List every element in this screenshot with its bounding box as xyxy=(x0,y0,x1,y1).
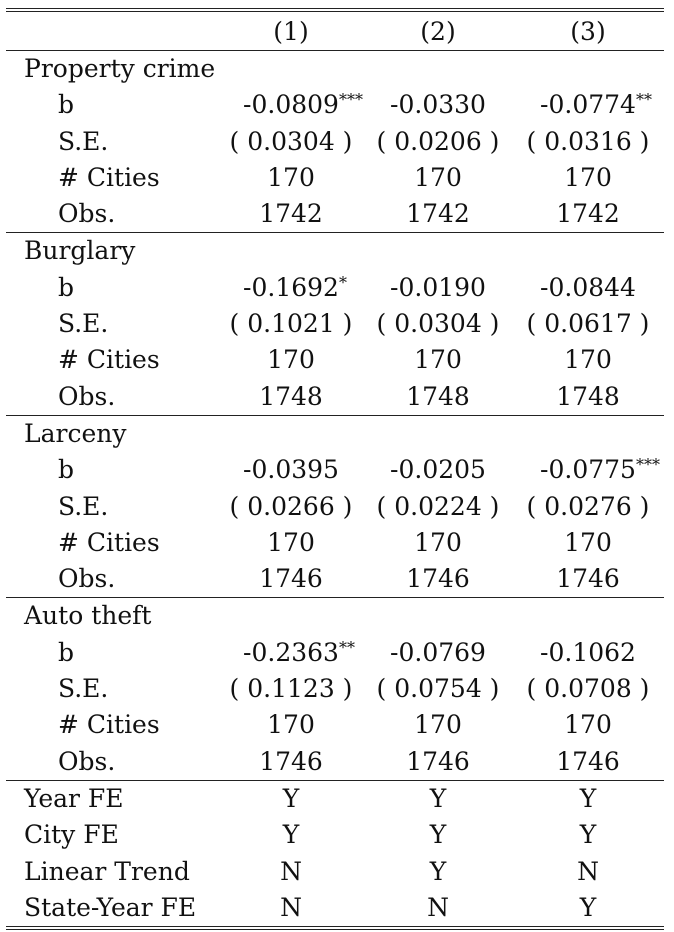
observations-cell: 1748 xyxy=(406,381,470,411)
fixed-effects-footer xyxy=(6,781,664,926)
coefficient-row xyxy=(6,87,664,123)
cities-count-cell: 170 xyxy=(267,345,315,375)
coefficient-cell xyxy=(508,635,668,671)
standard-error-cell: ( 0.1021 ) xyxy=(229,309,353,339)
standard-error-cell: ( 0.0304 ) xyxy=(229,126,353,156)
panel-title: Burglary xyxy=(24,236,136,266)
column-header-1: (1) xyxy=(273,17,309,46)
column-header-row xyxy=(6,12,664,50)
coefficient-value: -0.0395 xyxy=(243,455,339,485)
fixed-effect-cell: Y xyxy=(579,820,597,850)
standard-error-cell: ( 0.0754 ) xyxy=(376,674,500,704)
cities-count-cell: 170 xyxy=(267,162,315,192)
fixed-effect-label: Year FE xyxy=(24,783,124,813)
cities-count-cell: 170 xyxy=(564,710,612,740)
observations-cell: 1746 xyxy=(259,564,323,594)
significance-stars: ** xyxy=(635,90,652,110)
row-label-obs: Obs. xyxy=(58,746,116,776)
standard-error-cell: ( 0.0617 ) xyxy=(526,309,650,339)
panel-2 xyxy=(6,233,664,414)
panel-title-row xyxy=(6,598,664,634)
observations-row xyxy=(6,561,664,597)
standard-error-cell: ( 0.0224 ) xyxy=(376,491,500,521)
standard-error-cell: ( 0.0276 ) xyxy=(526,491,650,521)
coefficient-value: -0.0809 xyxy=(243,90,339,120)
row-label-se: S.E. xyxy=(58,126,109,156)
panel-1 xyxy=(6,51,664,232)
coefficient-value: -0.0330 xyxy=(390,90,486,120)
significance-stars: ** xyxy=(338,637,355,657)
cities-count-cell: 170 xyxy=(564,527,612,557)
significance-stars: * xyxy=(338,272,347,292)
fixed-effect-row xyxy=(6,890,664,926)
coefficient-cell xyxy=(508,270,668,306)
cities-count-cell: 170 xyxy=(414,527,462,557)
row-label-b: b xyxy=(58,455,75,485)
cities-count-row xyxy=(6,707,664,743)
coefficient-wrap xyxy=(243,452,339,488)
observations-cell: 1746 xyxy=(406,564,470,594)
observations-cell: 1742 xyxy=(406,199,470,229)
standard-error-row xyxy=(6,489,664,525)
panel-title-row xyxy=(6,416,664,452)
cities-count-cell: 170 xyxy=(414,345,462,375)
cities-count-cell: 170 xyxy=(564,162,612,192)
panels-container xyxy=(6,51,664,781)
observations-cell: 1746 xyxy=(406,746,470,776)
standard-error-cell: ( 0.0708 ) xyxy=(526,674,650,704)
fixed-effect-cell: Y xyxy=(579,783,597,813)
coefficient-value: -0.0190 xyxy=(390,272,486,302)
coefficient-wrap xyxy=(540,270,636,306)
significance-stars: *** xyxy=(338,90,363,110)
coefficient-wrap xyxy=(540,635,636,671)
row-label-b: b xyxy=(58,90,75,120)
regression-table xyxy=(6,8,664,930)
coefficient-wrap xyxy=(243,270,347,306)
row-label-se: S.E. xyxy=(58,309,109,339)
fixed-effect-cell: Y xyxy=(429,783,447,813)
coefficient-cell xyxy=(508,452,668,488)
panel-4 xyxy=(6,598,664,779)
observations-cell: 1746 xyxy=(259,746,323,776)
coefficient-wrap xyxy=(243,87,363,123)
panel-title: Auto theft xyxy=(24,601,152,631)
cities-count-row xyxy=(6,525,664,561)
row-label-cities: # Cities xyxy=(58,527,160,557)
coefficient-value: -0.0769 xyxy=(390,637,486,667)
observations-row xyxy=(6,744,664,780)
coefficient-value: -0.2363 xyxy=(243,637,339,667)
observations-cell: 1748 xyxy=(259,381,323,411)
observations-row xyxy=(6,196,664,232)
standard-error-cell: ( 0.0206 ) xyxy=(376,126,500,156)
fixed-effect-cell: Y xyxy=(282,820,300,850)
fixed-effect-cell: N xyxy=(280,856,302,886)
row-label-cities: # Cities xyxy=(58,345,160,375)
standard-error-row xyxy=(6,306,664,342)
cities-count-cell: 170 xyxy=(267,710,315,740)
column-header-2: (2) xyxy=(420,17,456,46)
coefficient-row xyxy=(6,452,664,488)
fixed-effect-label: Linear Trend xyxy=(24,856,190,886)
observations-row xyxy=(6,379,664,415)
row-label-obs: Obs. xyxy=(58,564,116,594)
observations-cell: 1746 xyxy=(556,746,620,776)
coefficient-wrap xyxy=(390,270,486,306)
cities-count-row xyxy=(6,160,664,196)
row-label-se: S.E. xyxy=(58,674,109,704)
fixed-effect-cell: Y xyxy=(282,783,300,813)
standard-error-cell: ( 0.0266 ) xyxy=(229,491,353,521)
fixed-effect-cell: N xyxy=(427,892,449,922)
cities-count-cell: 170 xyxy=(564,345,612,375)
coefficient-wrap xyxy=(243,635,355,671)
bottom-double-rule xyxy=(6,926,664,930)
coefficient-value: -0.1692 xyxy=(243,272,339,302)
panel-title: Property crime xyxy=(24,54,216,83)
standard-error-cell: ( 0.1123 ) xyxy=(229,674,353,704)
coefficient-cell xyxy=(211,270,371,306)
fixed-effect-row xyxy=(6,781,664,817)
coefficient-cell xyxy=(358,87,518,123)
cities-count-cell: 170 xyxy=(414,710,462,740)
coefficient-wrap xyxy=(390,635,486,671)
row-label-b: b xyxy=(58,272,75,302)
row-label-obs: Obs. xyxy=(58,381,116,411)
panel-title: Larceny xyxy=(24,418,127,448)
coefficient-cell xyxy=(358,635,518,671)
cities-count-row xyxy=(6,342,664,378)
standard-error-cell: ( 0.0304 ) xyxy=(376,309,500,339)
standard-error-row xyxy=(6,671,664,707)
coefficient-row xyxy=(6,270,664,306)
column-header-3: (3) xyxy=(570,17,606,46)
coefficient-cell xyxy=(508,87,668,123)
observations-cell: 1742 xyxy=(259,199,323,229)
panel-3 xyxy=(6,416,664,597)
coefficient-value: -0.0205 xyxy=(390,455,486,485)
fixed-effect-cell: Y xyxy=(429,820,447,850)
fixed-effect-row xyxy=(6,854,664,890)
observations-cell: 1748 xyxy=(556,381,620,411)
coefficient-cell xyxy=(211,87,371,123)
coefficient-wrap xyxy=(540,452,660,488)
panel-title-row xyxy=(6,233,664,269)
row-label-cities: # Cities xyxy=(58,162,160,192)
fixed-effect-label: City FE xyxy=(24,820,119,850)
coefficient-value: -0.1062 xyxy=(540,637,636,667)
fixed-effect-label: State-Year FE xyxy=(24,892,197,922)
row-label-se: S.E. xyxy=(58,491,109,521)
cities-count-cell: 170 xyxy=(267,527,315,557)
fixed-effect-row xyxy=(6,817,664,853)
coefficient-value: -0.0774 xyxy=(540,90,636,120)
coefficient-wrap xyxy=(390,87,486,123)
coefficient-wrap xyxy=(540,87,652,123)
observations-cell: 1742 xyxy=(556,199,620,229)
observations-cell: 1746 xyxy=(556,564,620,594)
row-label-cities: # Cities xyxy=(58,710,160,740)
fixed-effect-cell: Y xyxy=(579,892,597,922)
panel-title-row xyxy=(6,51,664,87)
coefficient-value: -0.0844 xyxy=(540,272,636,302)
fixed-effect-cell: N xyxy=(577,856,599,886)
row-label-obs: Obs. xyxy=(58,199,116,229)
fixed-effect-cell: N xyxy=(280,892,302,922)
standard-error-cell: ( 0.0316 ) xyxy=(526,126,650,156)
fixed-effect-cell: Y xyxy=(429,856,447,886)
row-label-b: b xyxy=(58,637,75,667)
cities-count-cell: 170 xyxy=(414,162,462,192)
coefficient-cell xyxy=(358,452,518,488)
coefficient-cell xyxy=(211,635,371,671)
coefficient-cell xyxy=(358,270,518,306)
standard-error-row xyxy=(6,124,664,160)
coefficient-row xyxy=(6,635,664,671)
coefficient-value: -0.0775 xyxy=(540,455,636,485)
coefficient-cell xyxy=(211,452,371,488)
coefficient-wrap xyxy=(390,452,486,488)
significance-stars: *** xyxy=(635,455,660,475)
